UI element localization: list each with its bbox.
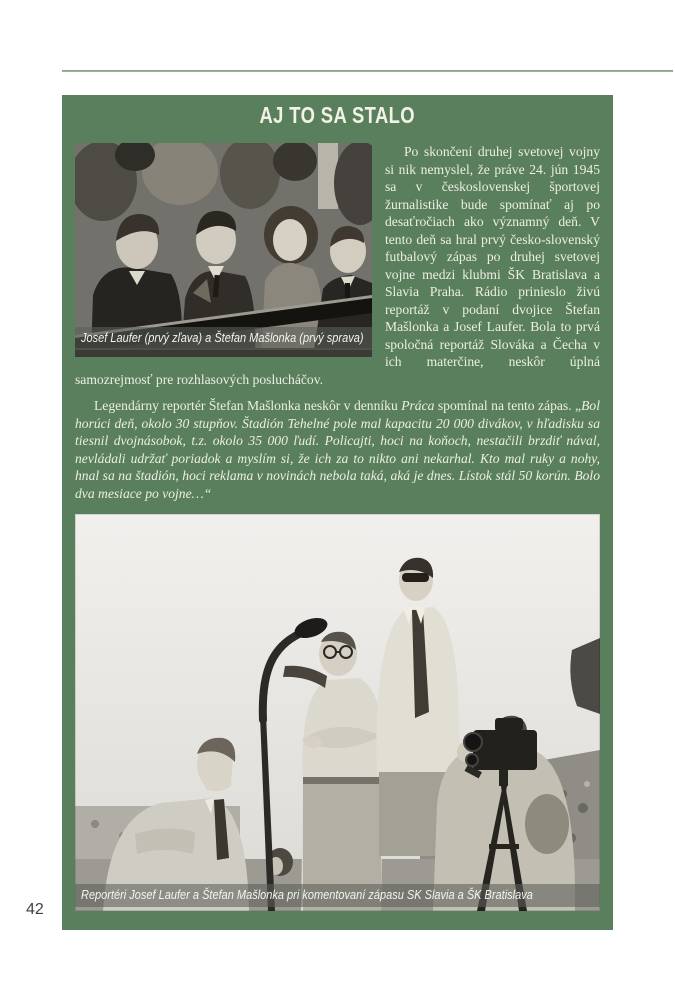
newspaper-name: Práca	[401, 398, 435, 413]
article-body	[75, 143, 600, 911]
stands-photo-caption-text: Josef Laufer (prvý zľava) a Štefan Mašlonka (prvý sprava)	[81, 331, 364, 345]
maslonka-quote-text: Bol horúci deň, okolo 30 stupňov. Štadión Tehelné pole mal kapacitu 20 000 divákov, v hľadisku sa tiesnil dvojnásobok, t.z. okolo 35 000 ľudí. Policajti, hoci na koňoch, nestačili brzdiť nával, nevládali udržať poriadok a myslím si, že ich za to nikto ani nekarhal. Kto mal ruky a nohy, hnal sa na štadión, hoci reklama v novinách nebola taká, aká je dnes. Lístok stál 50 korún. Bolo dva mesiace po vojne…“	[75, 398, 600, 501]
article-title	[62, 102, 613, 129]
stands-photo-illustration	[75, 143, 372, 357]
header-rule	[62, 70, 673, 72]
commentators-photo-illustration	[75, 514, 600, 911]
commentators-photo-caption	[75, 884, 600, 907]
quote-lead-text: Legendárny reportér Štefan Mašlonka neskôr v denníku	[94, 398, 402, 413]
quote-mid-text: spomínal na tento zápas. „	[434, 398, 582, 413]
commentators-photo	[75, 514, 600, 911]
paragraph-intro-text: Po skončení druhej svetovej vojny si nik nemyslel, že práve 24. jún 1945 sa v československej športovej žurnalistike bude spomínať aj po desaťročiach ako významný deň. V tento deň sa hral prvý česko-slovenský futbalový zápas po druhej svetovej vojne medzi klubmi ŠK Bratislava a Slavia Praha. Rádio prinieslo živú reportáž v podaní dvojice Štefan Mašlonka a Josef Laufer. Bola to prvá spoločná reportáž Slováka a Čecha v ich materčine, neskôr úplná samozrejmosť pre rozhlasových poslucháčov.	[75, 144, 600, 387]
paragraph-quote	[75, 397, 600, 502]
stands-photo-caption	[75, 327, 372, 350]
article-title-text: AJ TO SA STALO	[259, 102, 416, 128]
article-panel	[62, 95, 613, 930]
page-number: 42	[26, 901, 44, 918]
stands-photo	[75, 143, 372, 357]
commentators-photo-caption-text: Reportéri Josef Laufer a Štefan Mašlonka pri komentovaní zápasu SK Slavia a ŠK Bratislava	[81, 888, 533, 902]
